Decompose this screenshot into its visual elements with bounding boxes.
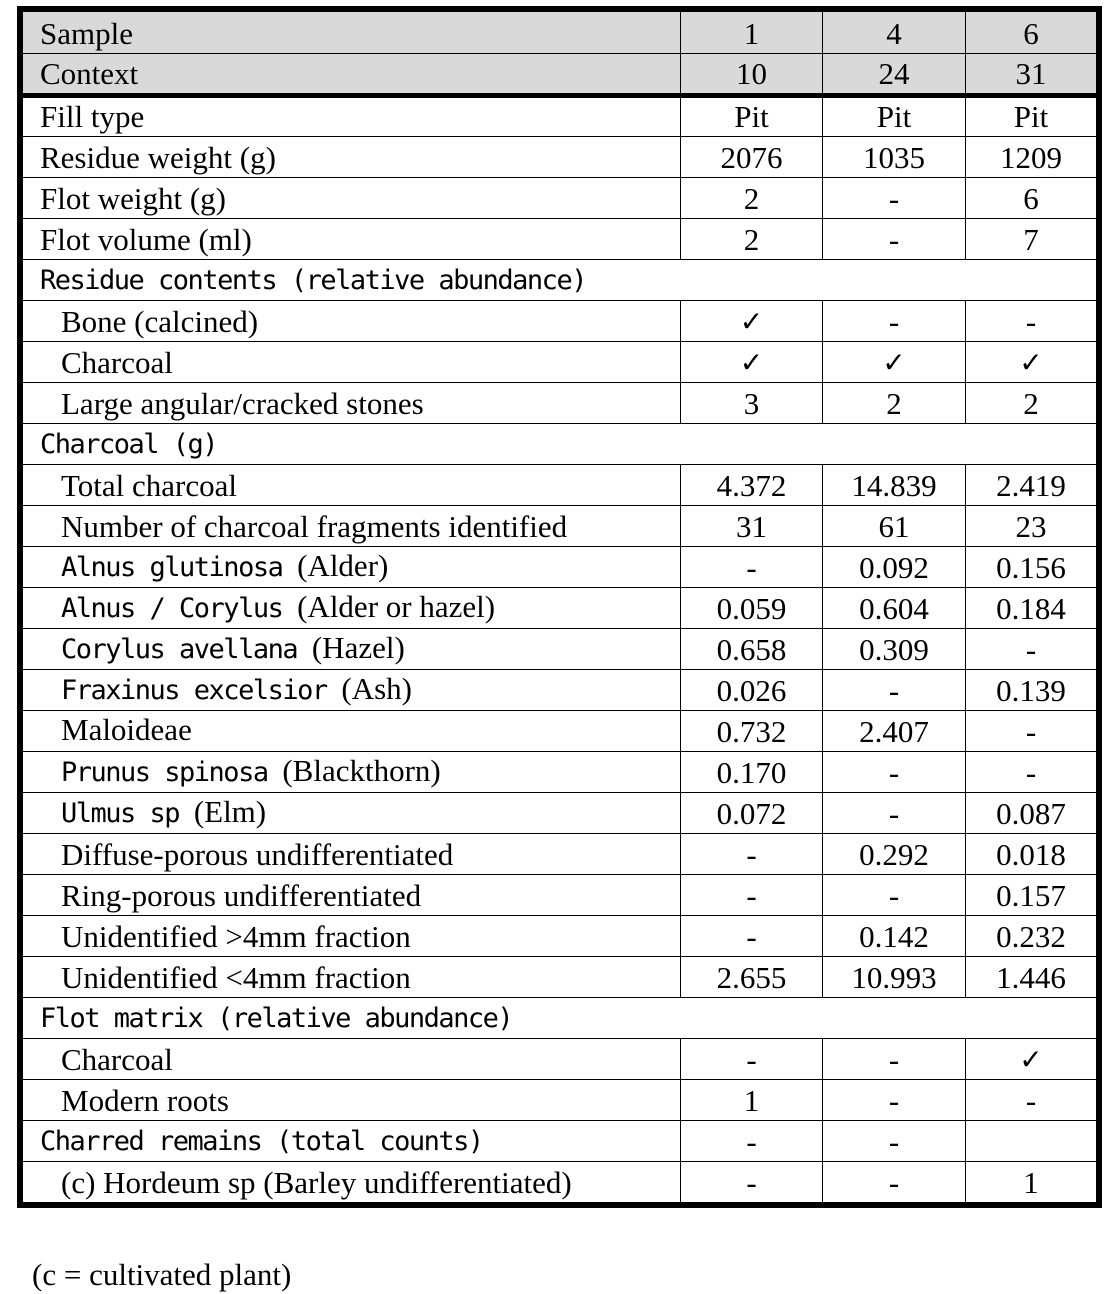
cell-value: 0.157: [966, 875, 1097, 916]
cell-value: -: [823, 793, 966, 834]
cell-value: -: [823, 1162, 966, 1203]
charred-barley-row: [23, 1162, 1097, 1203]
other-charcoal-row: [23, 875, 1097, 916]
environmental-samples-table: [22, 11, 1097, 1203]
cell-value: -: [823, 301, 966, 342]
row-label: Charcoal: [23, 342, 681, 383]
taxon-common-name: (Alder or hazel): [297, 589, 496, 624]
empty-cell: [966, 1121, 1097, 1162]
taxon-latin-name: Ulmus sp: [61, 798, 180, 829]
cell-value: 6: [966, 178, 1097, 219]
taxon-common-name: (Ash): [341, 671, 412, 706]
taxon-common-name: (Hazel): [311, 630, 405, 665]
sample-label: Sample: [23, 12, 681, 54]
sample-header-row: [23, 12, 1097, 54]
cell-value: ✓: [966, 342, 1097, 383]
cell-value: 0.087: [966, 793, 1097, 834]
cell-value: Pit: [823, 96, 966, 137]
taxon-label: [23, 547, 681, 588]
cell-value: 0.092: [823, 547, 966, 588]
cell-value: 4.372: [681, 465, 823, 506]
flot-section-row: [23, 998, 1097, 1039]
cell-value: 0.309: [823, 629, 966, 670]
residue-weight-row: [23, 137, 1097, 178]
cell-value: 2.407: [823, 711, 966, 752]
cell-value: 0.604: [823, 588, 966, 629]
section-heading: Residue contents (relative abundance): [23, 260, 1097, 301]
taxon-label: [23, 629, 681, 670]
cell-value: 3: [681, 383, 823, 424]
cell-value: 1035: [823, 137, 966, 178]
row-label: Number of charcoal fragments identified: [23, 506, 681, 547]
charred-section-row: [23, 1121, 1097, 1162]
cell-value: 0.170: [681, 752, 823, 793]
cell-value: -: [681, 875, 823, 916]
cell-value: 2.655: [681, 957, 823, 998]
cell-value: 0.732: [681, 711, 823, 752]
other-charcoal-row: [23, 834, 1097, 875]
cell-value: 1: [681, 1080, 823, 1121]
section-heading: Charred remains (total counts): [23, 1121, 681, 1162]
row-label: (c) Hordeum sp (Barley undifferentiated): [23, 1162, 681, 1203]
other-charcoal-row: [23, 957, 1097, 998]
taxon-latin-name: Alnus glutinosa: [61, 552, 283, 583]
total-charcoal-row: [23, 465, 1097, 506]
cell-value: -: [823, 1121, 966, 1162]
flot-roots-row: [23, 1080, 1097, 1121]
taxon-row: [23, 629, 1097, 670]
charcoal-section-row: [23, 424, 1097, 465]
cell-value: -: [823, 875, 966, 916]
sample-number: 4: [823, 12, 966, 54]
taxon-row: [23, 752, 1097, 793]
cell-value: -: [823, 670, 966, 711]
cell-value: 0.184: [966, 588, 1097, 629]
cell-value: -: [681, 916, 823, 957]
cell-value: -: [966, 752, 1097, 793]
cell-value: 0.059: [681, 588, 823, 629]
cell-value: 0.156: [966, 547, 1097, 588]
cell-value: 2.419: [966, 465, 1097, 506]
taxon-row: [23, 793, 1097, 834]
cell-value: 1.446: [966, 957, 1097, 998]
cell-value: -: [966, 301, 1097, 342]
context-number: 24: [823, 54, 966, 96]
fragments-row: [23, 506, 1097, 547]
row-label: Unidentified >4mm fraction: [23, 916, 681, 957]
row-label: Flot volume (ml): [23, 219, 681, 260]
cell-value: Pit: [681, 96, 823, 137]
taxon-latin-name: Corylus avellana: [61, 634, 298, 665]
taxon-row: [23, 547, 1097, 588]
cell-value: 0.018: [966, 834, 1097, 875]
remains-table-frame: [17, 6, 1102, 1208]
cell-value: 0.232: [966, 916, 1097, 957]
cell-value: 0.072: [681, 793, 823, 834]
cell-value: 0.142: [823, 916, 966, 957]
cell-value: -: [823, 1080, 966, 1121]
taxon-row: [23, 588, 1097, 629]
cell-value: 23: [966, 506, 1097, 547]
taxon-label: [23, 670, 681, 711]
cell-value: 2: [966, 383, 1097, 424]
row-label: Flot weight (g): [23, 178, 681, 219]
context-number: 31: [966, 54, 1097, 96]
flot-weight-row: [23, 178, 1097, 219]
taxon-label: [23, 711, 681, 752]
cell-value: -: [823, 219, 966, 260]
taxon-label: [23, 793, 681, 834]
residue-charcoal-row: [23, 342, 1097, 383]
cell-value: ✓: [681, 301, 823, 342]
row-label: Ring-porous undifferentiated: [23, 875, 681, 916]
taxon-common-name: (Blackthorn): [282, 753, 441, 788]
cell-value: ✓: [966, 1039, 1097, 1080]
taxon-common-name: (Alder): [297, 548, 389, 583]
table-footnote: (c = cultivated plant): [32, 1257, 292, 1292]
cell-value: -: [966, 711, 1097, 752]
cell-value: ✓: [823, 342, 966, 383]
row-label: Charcoal: [23, 1039, 681, 1080]
taxon-row: [23, 711, 1097, 752]
flot-charcoal-row: [23, 1039, 1097, 1080]
row-label: Unidentified <4mm fraction: [23, 957, 681, 998]
cell-value: ✓: [681, 342, 823, 383]
residue-bone-row: [23, 301, 1097, 342]
flot-volume-row: [23, 219, 1097, 260]
row-label: Residue weight (g): [23, 137, 681, 178]
cell-value: -: [681, 1039, 823, 1080]
cell-value: -: [823, 752, 966, 793]
context-number: 10: [681, 54, 823, 96]
cell-value: -: [966, 629, 1097, 670]
cell-value: 1: [966, 1162, 1097, 1203]
row-label: Diffuse-porous undifferentiated: [23, 834, 681, 875]
cell-value: 7: [966, 219, 1097, 260]
cell-value: 2: [681, 219, 823, 260]
row-label: Large angular/cracked stones: [23, 383, 681, 424]
cell-value: 2: [681, 178, 823, 219]
sample-number: 6: [966, 12, 1097, 54]
row-label: Modern roots: [23, 1080, 681, 1121]
row-label: Total charcoal: [23, 465, 681, 506]
cell-value: 0.658: [681, 629, 823, 670]
cell-value: -: [681, 1121, 823, 1162]
cell-value: -: [966, 1080, 1097, 1121]
row-label: Fill type: [23, 96, 681, 137]
taxon-latin-name: Alnus / Corylus: [61, 593, 283, 624]
taxon-row: [23, 670, 1097, 711]
taxon-label: [23, 752, 681, 793]
row-label: Bone (calcined): [23, 301, 681, 342]
fill-type-row: [23, 96, 1097, 137]
section-heading: Charcoal (g): [23, 424, 1097, 465]
cell-value: 1209: [966, 137, 1097, 178]
context-label: Context: [23, 54, 681, 96]
cell-value: 2076: [681, 137, 823, 178]
cell-value: 61: [823, 506, 966, 547]
sample-number: 1: [681, 12, 823, 54]
cell-value: -: [823, 178, 966, 219]
section-heading: Flot matrix (relative abundance): [23, 998, 1097, 1039]
residue-section-row: [23, 260, 1097, 301]
cell-value: 31: [681, 506, 823, 547]
cell-value: 0.026: [681, 670, 823, 711]
cell-value: Pit: [966, 96, 1097, 137]
taxon-common-name: (Elm): [193, 794, 267, 829]
taxon-latin-name: Fraxinus excelsior: [61, 675, 327, 706]
cell-value: 14.839: [823, 465, 966, 506]
taxon-latin-name: Prunus spinosa: [61, 757, 268, 788]
taxon-label: [23, 588, 681, 629]
cell-value: -: [681, 547, 823, 588]
cell-value: -: [681, 1162, 823, 1203]
cell-value: 10.993: [823, 957, 966, 998]
cell-value: -: [823, 1039, 966, 1080]
taxon-common-name: Maloideae: [61, 712, 192, 747]
cell-value: 2: [823, 383, 966, 424]
cell-value: -: [681, 834, 823, 875]
other-charcoal-row: [23, 916, 1097, 957]
context-header-row: [23, 54, 1097, 96]
cell-value: 0.139: [966, 670, 1097, 711]
cell-value: 0.292: [823, 834, 966, 875]
residue-stones-row: [23, 383, 1097, 424]
